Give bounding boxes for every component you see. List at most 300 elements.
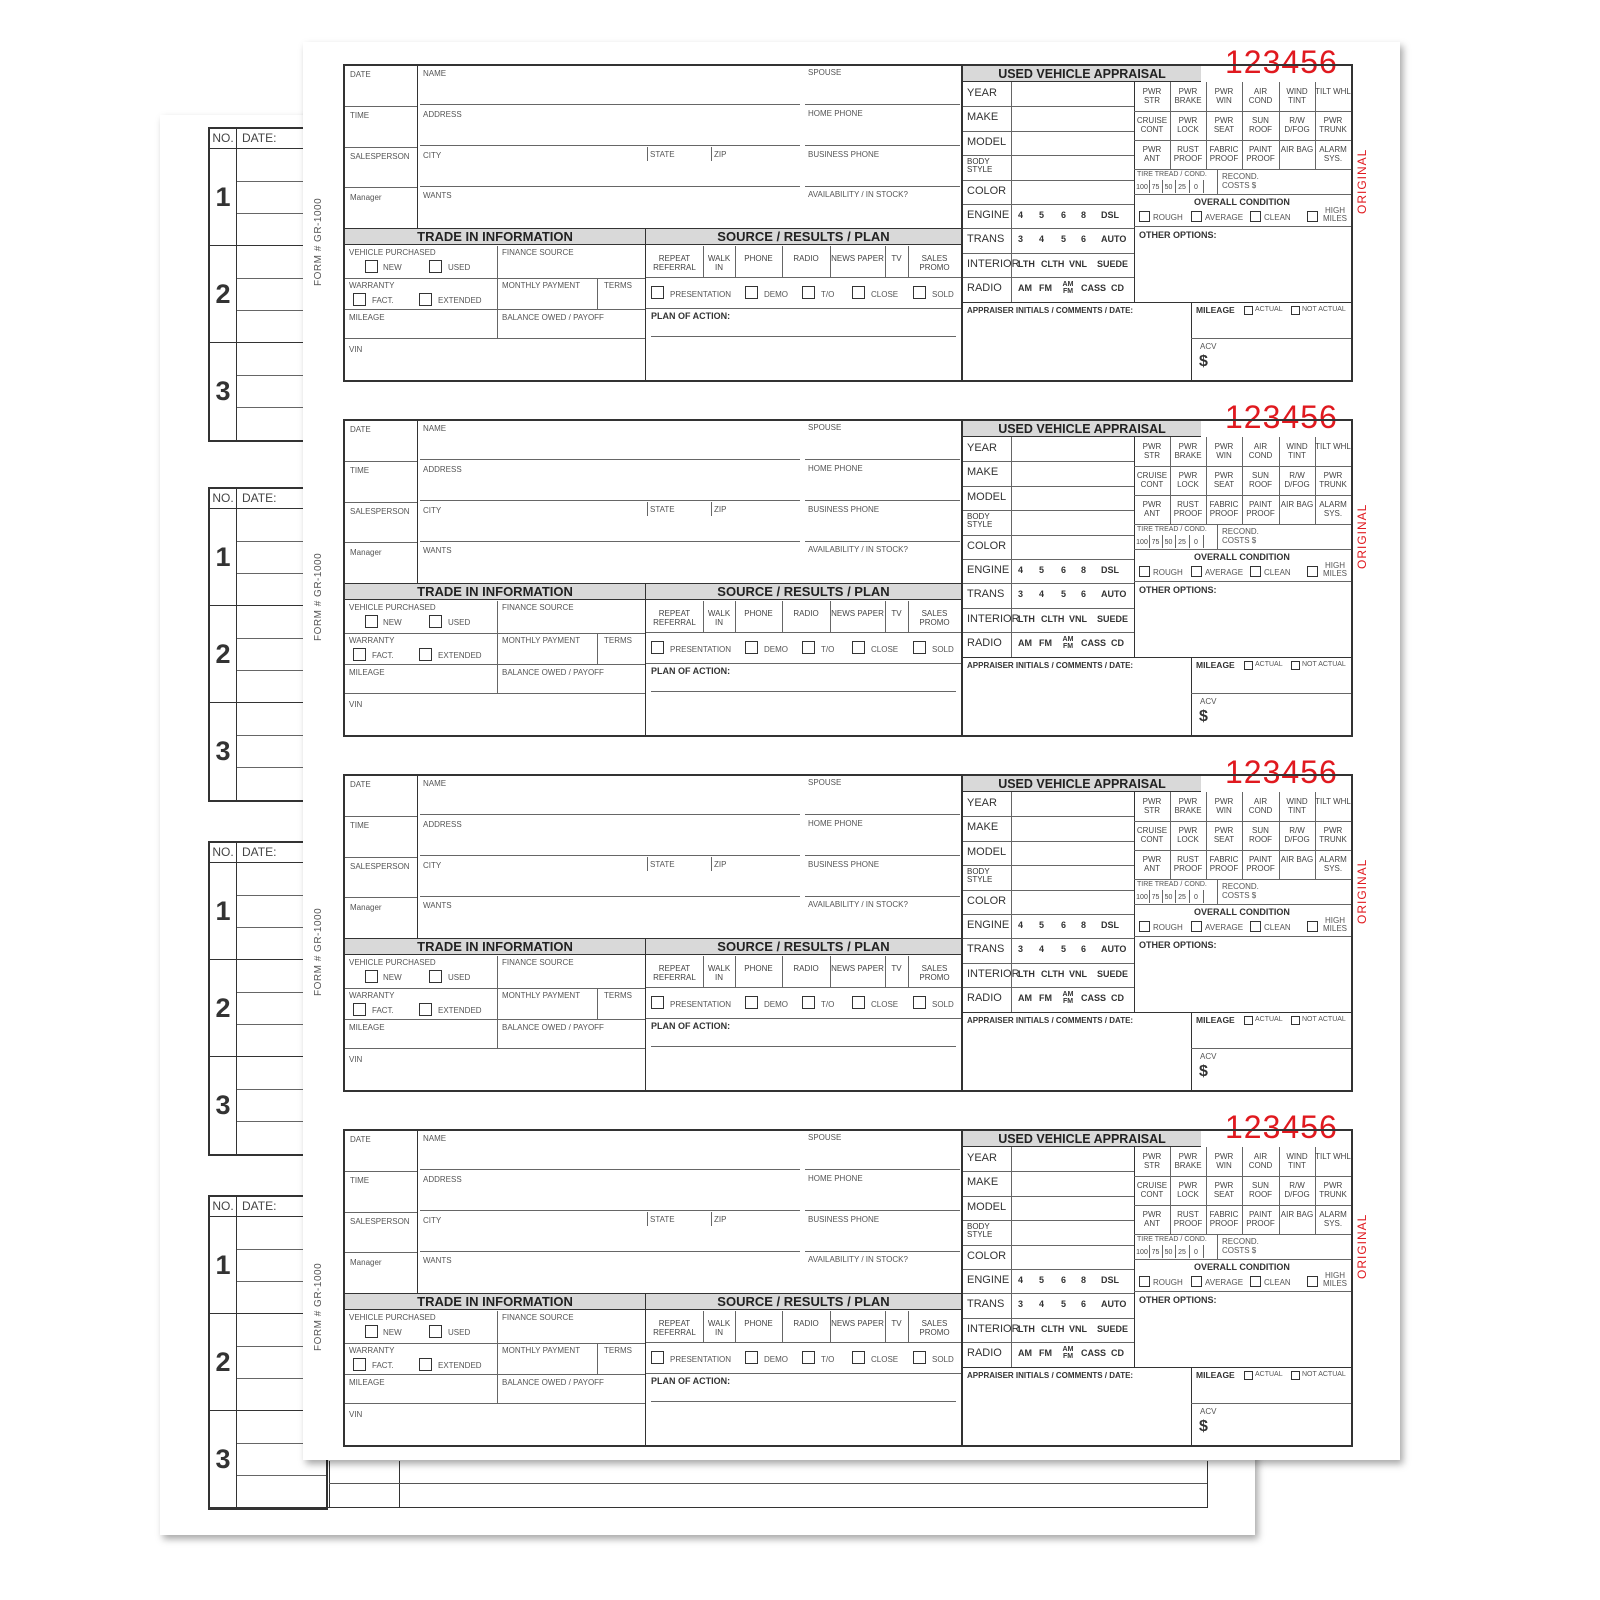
appraisal-panel: [961, 774, 1353, 1092]
feature-option: ALARM SYS.: [1319, 145, 1347, 163]
tire-value: 75: [1151, 1249, 1160, 1256]
feature-option: PWR WIN: [1214, 1152, 1234, 1170]
vehicle-purchased-label: VEHICLE PURCHASED: [349, 603, 436, 612]
date-label: DATE: [350, 1135, 371, 1144]
actual-checkbox[interactable]: [1244, 661, 1253, 670]
log-date-label: DATE:: [242, 131, 277, 145]
feature-option: AIR COND: [1248, 797, 1273, 815]
feature-option: RUST PROOF: [1173, 855, 1203, 873]
acv-dollar: $: [1199, 1418, 1208, 1435]
recond-costs-label: RECOND. COSTS $: [1222, 172, 1259, 190]
used-checkbox[interactable]: [429, 615, 442, 628]
name-label: NAME: [423, 424, 447, 433]
feature-option: AIR COND: [1248, 1152, 1273, 1170]
used-label: USED: [448, 618, 471, 627]
option-trans: AUTO: [1101, 589, 1127, 600]
zip-label: ZIP: [714, 860, 727, 869]
not-actual-checkbox[interactable]: [1291, 661, 1300, 670]
condition-checkbox[interactable]: [1191, 1276, 1202, 1287]
option-engine: DSL: [1101, 565, 1119, 575]
tire-value: 25: [1178, 184, 1186, 191]
wants-label: WANTS: [423, 546, 452, 555]
trade-in-title: TRADE IN INFORMATION: [345, 939, 645, 955]
address-label: ADDRESS: [423, 465, 462, 474]
date-label: DATE: [350, 425, 371, 434]
appraisal-row-label: MODEL: [967, 1200, 1007, 1213]
appraisal-panel: [961, 1129, 1353, 1447]
option-engine: 8: [1081, 1275, 1087, 1285]
city-label: CITY: [423, 1216, 442, 1225]
spouse-label: SPOUSE: [808, 68, 842, 77]
zip-label: ZIP: [714, 150, 727, 159]
option-engine: 4: [1018, 1275, 1024, 1285]
result-checkbox[interactable]: [852, 1351, 865, 1364]
condition-label: HIGH MILES: [1322, 916, 1347, 933]
result-label: SOLD: [932, 290, 954, 299]
customer-panel: [343, 64, 963, 382]
condition-checkbox[interactable]: [1139, 921, 1150, 932]
state-label: STATE: [650, 860, 675, 869]
result-checkbox[interactable]: [745, 996, 758, 1009]
condition-checkbox[interactable]: [1250, 921, 1261, 932]
copy-label: ORIGINAL: [1355, 1213, 1369, 1279]
balance-owed-label: BALANCE OWED / PAYOFF: [502, 1023, 604, 1032]
appraisal-row-label: MAKE: [967, 466, 999, 479]
result-checkbox[interactable]: [802, 996, 815, 1009]
feature-option: PWR BRAKE: [1174, 1152, 1202, 1170]
result-checkbox[interactable]: [651, 996, 664, 1009]
plan-of-action-label: PLAN OF ACTION:: [651, 311, 731, 321]
option-radio: AM FM: [1062, 991, 1074, 1006]
feature-option: SUN ROOF: [1248, 471, 1273, 489]
result-checkbox[interactable]: [745, 1351, 758, 1364]
availability-label: AVAILABILITY / IN STOCK?: [808, 190, 908, 199]
result-label: PRESENTATION: [670, 290, 732, 299]
appraiser-label: APPRAISER INITIALS / COMMENTS / DATE:: [967, 661, 1134, 670]
option-radio: FM: [1039, 1348, 1052, 1359]
feature-option: AIR BAG: [1280, 855, 1314, 864]
used-checkbox[interactable]: [429, 970, 442, 983]
customer-panel: [343, 419, 963, 737]
log-row-number: 1: [210, 863, 237, 959]
appraisal-row-label: INTERIOR: [967, 1322, 1020, 1335]
fact-checkbox[interactable]: [353, 1358, 366, 1371]
manager-label: Manager: [350, 1258, 382, 1267]
option-trans: 6: [1081, 1299, 1087, 1310]
condition-checkbox[interactable]: [1250, 211, 1261, 222]
appraisal-row-label: TRANS: [967, 588, 1005, 601]
log-row-number: 3: [210, 1057, 237, 1154]
feature-option: R/W D/FOG: [1284, 1181, 1310, 1199]
appraisal-row-label: MAKE: [967, 111, 999, 124]
condition-checkbox[interactable]: [1139, 211, 1150, 222]
feature-option: PWR TRUNK: [1319, 471, 1347, 489]
result-checkbox[interactable]: [651, 1351, 664, 1364]
condition-checkbox[interactable]: [1307, 211, 1318, 222]
source-option: TV: [891, 964, 902, 973]
appraisal-row-label: MAKE: [967, 1176, 999, 1189]
new-checkbox[interactable]: [365, 615, 378, 628]
result-checkbox[interactable]: [745, 641, 758, 654]
option-interior: SUEDE: [1097, 968, 1129, 979]
source-title: SOURCE / RESULTS / PLAN: [646, 1294, 961, 1310]
option-trans: 3: [1018, 944, 1024, 955]
appraisal-row-label: TRANS: [967, 1298, 1005, 1311]
option-radio: CD: [1111, 283, 1124, 294]
option-radio: CD: [1111, 1348, 1124, 1359]
copy-label: ORIGINAL: [1355, 148, 1369, 214]
feature-option: ALARM SYS.: [1319, 500, 1347, 518]
result-label: CLOSE: [871, 1000, 899, 1009]
feature-option: WIND TINT: [1286, 1152, 1308, 1170]
option-interior: SUEDE: [1097, 613, 1129, 624]
tire-value: 100: [1136, 1249, 1148, 1256]
date-label: DATE: [350, 780, 371, 789]
actual-checkbox[interactable]: [1244, 1371, 1253, 1380]
feature-option: AIR BAG: [1280, 145, 1314, 154]
feature-option: PWR ANT: [1142, 500, 1162, 518]
name-label: NAME: [423, 69, 447, 78]
option-radio: CASS: [1081, 638, 1107, 649]
overall-condition-label: OVERALL CONDITION: [1194, 197, 1290, 207]
result-label: SOLD: [932, 1000, 954, 1009]
option-trans: AUTO: [1101, 234, 1127, 245]
serial-number: 123456: [1225, 1109, 1338, 1145]
balance-owed-label: BALANCE OWED / PAYOFF: [502, 313, 604, 322]
feature-option: WIND TINT: [1286, 87, 1308, 105]
tire-value: 100: [1136, 539, 1148, 546]
zip-label: ZIP: [714, 1215, 727, 1224]
new-checkbox[interactable]: [365, 970, 378, 983]
time-label: TIME: [350, 466, 370, 475]
recond-costs-label: RECOND. COSTS $: [1222, 1237, 1259, 1255]
acv-label: ACV: [1200, 342, 1217, 351]
option-radio: CASS: [1081, 283, 1107, 294]
option-interior: CLTH: [1041, 258, 1065, 269]
feature-option: PWR BRAKE: [1174, 797, 1202, 815]
extended-checkbox[interactable]: [419, 1358, 432, 1371]
appraisal-row-label: RADIO: [967, 1347, 1002, 1360]
availability-label: AVAILABILITY / IN STOCK?: [808, 545, 908, 554]
finance-source-label: FINANCE SOURCE: [502, 248, 574, 257]
actual-checkbox[interactable]: [1244, 306, 1253, 315]
salesperson-label: SALESPERSON: [350, 1217, 410, 1226]
feature-option: TILT WHL: [1315, 87, 1351, 96]
warranty-label: WARRANTY: [349, 1346, 395, 1355]
condition-label: ROUGH: [1153, 923, 1183, 932]
condition-checkbox[interactable]: [1307, 921, 1318, 932]
salesperson-label: SALESPERSON: [350, 152, 410, 161]
option-engine: 6: [1061, 565, 1067, 575]
monthly-payment-label: MONTHLY PAYMENT: [502, 281, 581, 290]
result-label: T/O: [821, 290, 835, 299]
result-checkbox[interactable]: [852, 996, 865, 1009]
appraisal-row-label: ENGINE: [967, 209, 1010, 221]
feature-option: R/W D/FOG: [1284, 471, 1310, 489]
tire-value: 25: [1178, 539, 1186, 546]
home-phone-label: HOME PHONE: [808, 819, 863, 828]
manager-label: Manager: [350, 903, 382, 912]
used-label: USED: [448, 973, 471, 982]
customer-panel: [343, 1129, 963, 1447]
condition-label: ROUGH: [1153, 1278, 1183, 1287]
fact-checkbox[interactable]: [353, 648, 366, 661]
home-phone-label: HOME PHONE: [808, 464, 863, 473]
appraisal-title: USED VEHICLE APPRAISAL: [963, 421, 1201, 437]
option-engine: 4: [1018, 920, 1024, 930]
mileage-appraisal-label: MILEAGE: [1196, 660, 1235, 670]
feature-option: TILT WHL: [1315, 442, 1351, 451]
actual-label: ACTUAL: [1255, 1371, 1283, 1378]
monthly-payment-label: MONTHLY PAYMENT: [502, 1346, 581, 1355]
terms-label: TERMS: [604, 281, 632, 290]
appraisal-row-label: INTERIOR: [967, 257, 1020, 270]
source-option: PHONE: [744, 1319, 773, 1328]
new-label: NEW: [383, 618, 402, 627]
tire-value: 75: [1151, 184, 1160, 191]
source-title: SOURCE / RESULTS / PLAN: [646, 584, 961, 600]
log-no-label: NO.: [210, 129, 237, 148]
new-checkbox[interactable]: [365, 1325, 378, 1338]
condition-checkbox[interactable]: [1307, 1276, 1318, 1287]
tire-value: 0: [1194, 1249, 1198, 1256]
extended-checkbox[interactable]: [419, 1003, 432, 1016]
feature-option: PWR SEAT: [1213, 116, 1235, 134]
condition-label: CLEAN: [1264, 213, 1291, 222]
source-option: RADIO: [793, 1319, 819, 1328]
warranty-label: WARRANTY: [349, 636, 395, 645]
feature-option: R/W D/FOG: [1284, 826, 1310, 844]
option-radio: AM: [1018, 283, 1032, 294]
option-trans: 4: [1039, 944, 1045, 955]
vehicle-purchased-label: VEHICLE PURCHASED: [349, 248, 436, 257]
log-date-label: DATE:: [242, 1199, 277, 1213]
tire-value: 50: [1164, 1249, 1173, 1256]
condition-checkbox[interactable]: [1307, 566, 1318, 577]
mileage-appraisal-label: MILEAGE: [1196, 1370, 1235, 1380]
wants-label: WANTS: [423, 1256, 452, 1265]
option-radio: AM: [1018, 638, 1032, 649]
option-trans: 6: [1081, 589, 1087, 600]
appraisal-panel: [961, 419, 1353, 737]
terms-label: TERMS: [604, 991, 632, 1000]
other-options-label: OTHER OPTIONS:: [1139, 940, 1217, 950]
feature-option: WIND TINT: [1286, 442, 1308, 460]
result-checkbox[interactable]: [651, 641, 664, 654]
result-checkbox[interactable]: [745, 286, 758, 299]
option-trans: 6: [1081, 944, 1087, 955]
option-interior: VNL: [1069, 968, 1087, 979]
condition-checkbox[interactable]: [1191, 211, 1202, 222]
source-option: PHONE: [744, 254, 773, 263]
option-engine: 5: [1039, 920, 1045, 930]
appraisal-row-label: COLOR: [967, 184, 1007, 197]
terms-label: TERMS: [604, 1346, 632, 1355]
new-checkbox[interactable]: [365, 260, 378, 273]
vin-label: VIN: [349, 1410, 363, 1419]
option-interior: SUEDE: [1097, 1323, 1129, 1334]
not-actual-checkbox[interactable]: [1291, 306, 1300, 315]
business-phone-label: BUSINESS PHONE: [808, 860, 880, 869]
customer-panel: [343, 774, 963, 1092]
result-label: DEMO: [764, 290, 788, 299]
used-checkbox[interactable]: [429, 1325, 442, 1338]
source-title: SOURCE / RESULTS / PLAN: [646, 229, 961, 245]
serial-number: 123456: [1225, 399, 1338, 435]
fact-checkbox[interactable]: [353, 1003, 366, 1016]
fact-label: FACT.: [372, 1006, 394, 1015]
time-label: TIME: [350, 1176, 370, 1185]
result-checkbox[interactable]: [913, 1351, 926, 1364]
result-checkbox[interactable]: [913, 286, 926, 299]
condition-label: CLEAN: [1264, 923, 1291, 932]
finance-source-label: FINANCE SOURCE: [502, 958, 574, 967]
salesperson-label: SALESPERSON: [350, 862, 410, 871]
monthly-payment-label: MONTHLY PAYMENT: [502, 991, 581, 1000]
mileage-appraisal-label: MILEAGE: [1196, 305, 1235, 315]
vin-label: VIN: [349, 1055, 363, 1064]
result-checkbox[interactable]: [913, 996, 926, 1009]
spouse-label: SPOUSE: [808, 1133, 842, 1142]
result-label: SOLD: [932, 645, 954, 654]
mileage-label: MILEAGE: [349, 313, 385, 322]
log-row-number: 1: [210, 509, 237, 605]
vehicle-purchased-label: VEHICLE PURCHASED: [349, 1313, 436, 1322]
used-label: USED: [448, 1328, 471, 1337]
new-label: NEW: [383, 973, 402, 982]
overall-condition-label: OVERALL CONDITION: [1194, 552, 1290, 562]
option-trans: 5: [1061, 1299, 1067, 1310]
result-checkbox[interactable]: [802, 286, 815, 299]
condition-checkbox[interactable]: [1139, 566, 1150, 577]
feature-option: RUST PROOF: [1173, 500, 1203, 518]
feature-option: PWR STR: [1142, 442, 1162, 460]
sales-form: [313, 754, 1369, 1092]
source-option: RADIO: [793, 964, 819, 973]
feature-option: PWR WIN: [1214, 797, 1234, 815]
sales-form: [313, 1109, 1369, 1447]
used-checkbox[interactable]: [429, 260, 442, 273]
appraisal-row-label: COLOR: [967, 539, 1007, 552]
result-checkbox[interactable]: [913, 641, 926, 654]
option-radio: AM: [1018, 993, 1032, 1004]
tire-tread-label: TIRE TREAD / COND.: [1137, 881, 1207, 888]
feature-option: R/W D/FOG: [1284, 116, 1310, 134]
result-checkbox[interactable]: [852, 641, 865, 654]
appraisal-row-label: BODY STYLE: [967, 157, 993, 175]
address-label: ADDRESS: [423, 1175, 462, 1184]
source-option: REPEAT REFERRAL: [653, 1319, 696, 1337]
feature-option: PWR LOCK: [1177, 826, 1199, 844]
option-engine: 5: [1039, 210, 1045, 220]
condition-label: CLEAN: [1264, 1278, 1291, 1287]
condition-checkbox[interactable]: [1191, 566, 1202, 577]
condition-label: ROUGH: [1153, 568, 1183, 577]
fact-checkbox[interactable]: [353, 293, 366, 306]
appraiser-label: APPRAISER INITIALS / COMMENTS / DATE:: [967, 306, 1134, 315]
appraisal-row-label: BODY STYLE: [967, 1222, 993, 1240]
source-option: WALK IN: [707, 964, 731, 982]
condition-checkbox[interactable]: [1139, 1276, 1150, 1287]
feature-option: TILT WHL: [1315, 1152, 1351, 1161]
vin-label: VIN: [349, 700, 363, 709]
condition-checkbox[interactable]: [1250, 566, 1261, 577]
extended-label: EXTENDED: [438, 296, 482, 305]
warranty-label: WARRANTY: [349, 991, 395, 1000]
condition-checkbox[interactable]: [1191, 921, 1202, 932]
feature-option: PWR TRUNK: [1319, 826, 1347, 844]
extended-checkbox[interactable]: [419, 648, 432, 661]
address-label: ADDRESS: [423, 820, 462, 829]
result-checkbox[interactable]: [852, 286, 865, 299]
option-engine: DSL: [1101, 920, 1119, 930]
feature-option: PAINT PROOF: [1246, 855, 1275, 873]
appraisal-row-label: RADIO: [967, 992, 1002, 1005]
not-actual-checkbox[interactable]: [1291, 1371, 1300, 1380]
mileage-label: MILEAGE: [349, 1023, 385, 1032]
option-trans: 3: [1018, 589, 1024, 600]
new-label: NEW: [383, 263, 402, 272]
name-label: NAME: [423, 779, 447, 788]
result-label: PRESENTATION: [670, 1000, 732, 1009]
extended-label: EXTENDED: [438, 651, 482, 660]
result-checkbox[interactable]: [802, 641, 815, 654]
result-label: T/O: [821, 1000, 835, 1009]
not-actual-label: NOT ACTUAL: [1302, 1371, 1346, 1378]
option-interior: LTH: [1018, 613, 1035, 624]
manager-label: Manager: [350, 193, 382, 202]
feature-option: PWR LOCK: [1177, 116, 1199, 134]
option-engine: 8: [1081, 920, 1087, 930]
condition-checkbox[interactable]: [1250, 1276, 1261, 1287]
feature-option: PWR BRAKE: [1174, 87, 1202, 105]
feature-option: CRUISE CONT: [1136, 471, 1168, 489]
appraisal-row-label: COLOR: [967, 1249, 1007, 1262]
condition-label: ROUGH: [1153, 213, 1183, 222]
option-interior: CLTH: [1041, 613, 1065, 624]
extended-checkbox[interactable]: [419, 293, 432, 306]
result-checkbox[interactable]: [651, 286, 664, 299]
sales-form: [313, 44, 1369, 382]
option-engine: 4: [1018, 210, 1024, 220]
option-trans: 5: [1061, 589, 1067, 600]
result-label: SOLD: [932, 1355, 954, 1364]
appraisal-row-label: YEAR: [967, 1152, 997, 1164]
feature-option: FABRIC PROOF: [1209, 500, 1239, 518]
source-option: SALES PROMO: [919, 609, 950, 627]
extended-label: EXTENDED: [438, 1006, 482, 1015]
copy-label: ORIGINAL: [1355, 503, 1369, 569]
result-label: T/O: [821, 645, 835, 654]
tire-value: 25: [1178, 894, 1186, 901]
option-trans: 3: [1018, 234, 1024, 245]
actual-checkbox[interactable]: [1244, 1016, 1253, 1025]
not-actual-checkbox[interactable]: [1291, 1016, 1300, 1025]
option-interior: CLTH: [1041, 968, 1065, 979]
trade-in-title: TRADE IN INFORMATION: [345, 1294, 645, 1310]
feature-option: WIND TINT: [1286, 797, 1308, 815]
result-checkbox[interactable]: [802, 1351, 815, 1364]
appraisal-row-label: MODEL: [967, 490, 1007, 503]
wants-label: WANTS: [423, 191, 452, 200]
log-date-label: DATE:: [242, 845, 277, 859]
log-row-number: 2: [210, 606, 237, 702]
feature-option: RUST PROOF: [1173, 145, 1203, 163]
date-label: DATE: [350, 70, 371, 79]
acv-label: ACV: [1200, 1052, 1217, 1061]
salesperson-label: SALESPERSON: [350, 507, 410, 516]
source-option: TV: [891, 254, 902, 263]
